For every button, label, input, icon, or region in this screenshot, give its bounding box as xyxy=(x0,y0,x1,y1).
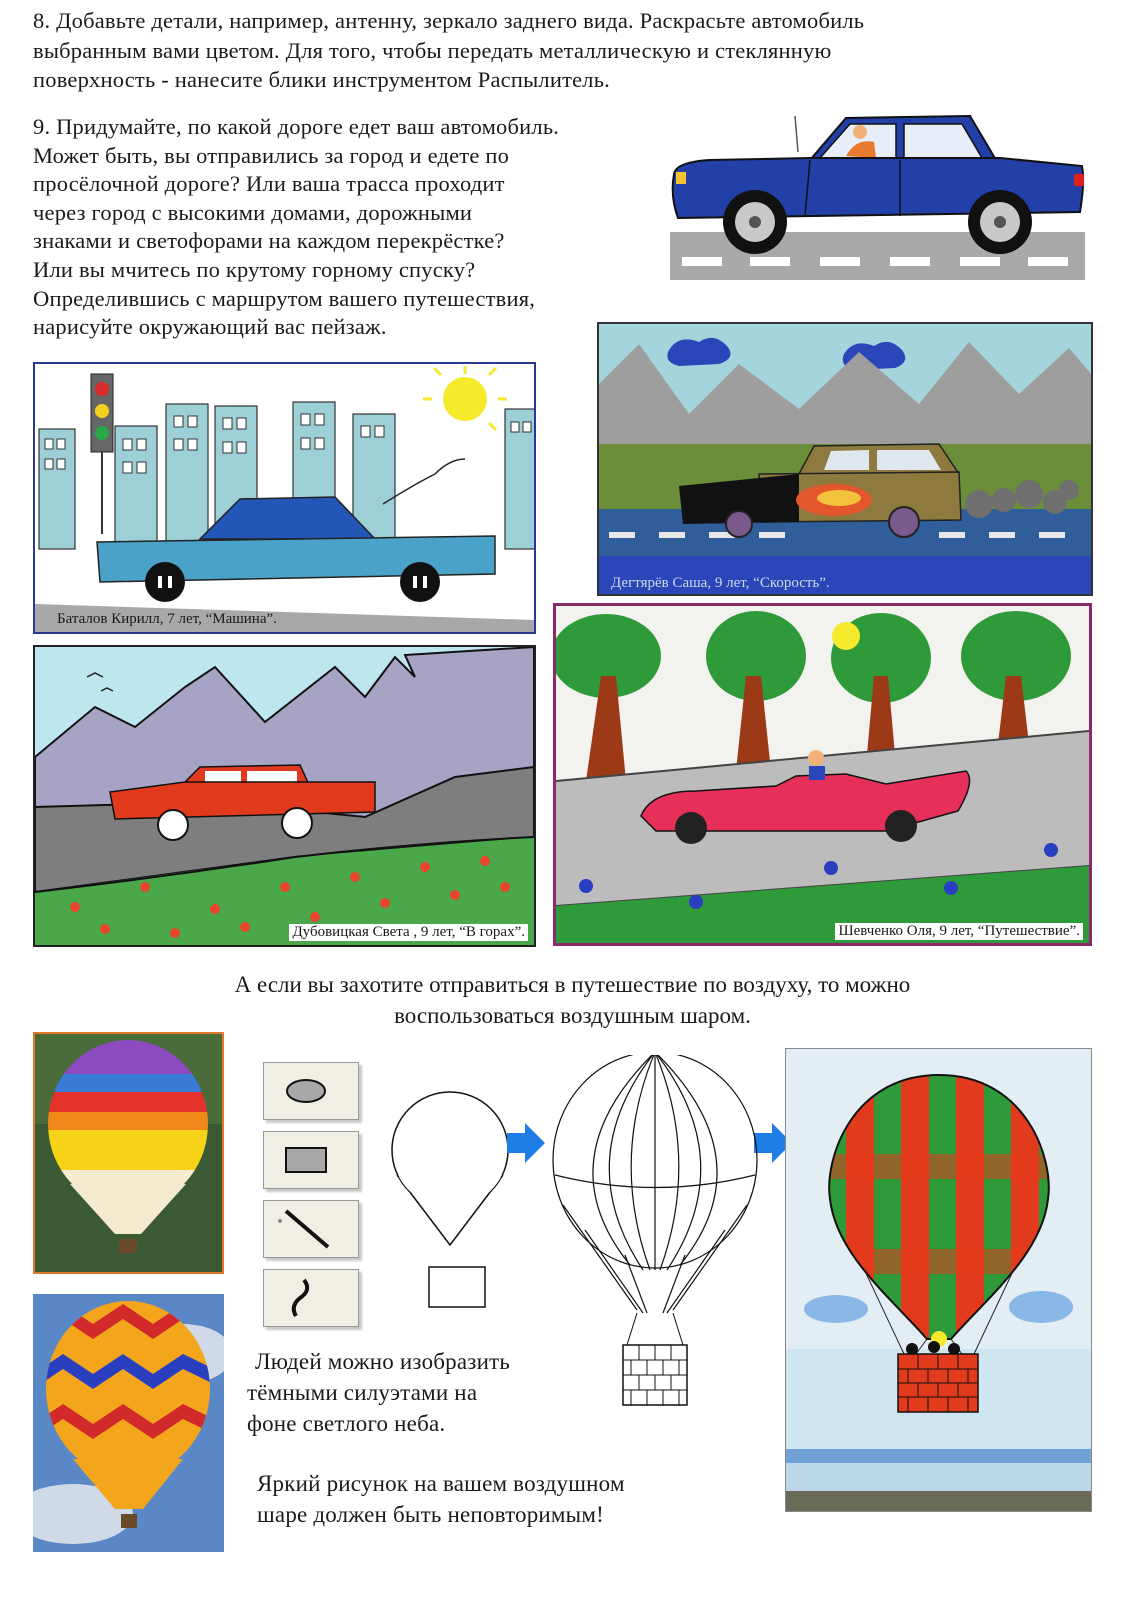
drawing-city xyxy=(33,362,536,634)
step8-text xyxy=(33,6,864,95)
curve-tool-button[interactable] xyxy=(263,1269,359,1327)
unique-tip-line-2: шаре должен быть неповторимым! xyxy=(257,1502,604,1527)
unique-tip xyxy=(257,1468,625,1530)
rectangle-tool-button[interactable] xyxy=(263,1131,359,1189)
people-tip xyxy=(247,1346,510,1439)
step8-line-2: выбранным вами цветом. Для того, чтобы передать металлическую и стеклянную xyxy=(33,37,832,63)
rectangle-tool-icon xyxy=(264,1132,358,1188)
step9-line-4: через город с высокими домами, дорожными xyxy=(33,199,473,225)
air-travel-heading-2: воспользоваться воздушным шаром. xyxy=(394,1003,751,1028)
air-travel-heading-1: А если вы захотите отправиться в путешествие по воздуху, то можно xyxy=(234,972,911,997)
unique-tip-line-1: Яркий рисунок на вашем воздушном xyxy=(257,1471,625,1496)
step9-line-7: Определившись с маршрутом вашего путешествия, xyxy=(33,285,536,311)
line-tool-button[interactable] xyxy=(263,1200,359,1258)
step9-line-5: знаками и светофорами на каждом перекрёстке? xyxy=(33,228,505,254)
caption-speed: Дегтярёв Саша, 9 лет, “Скорость”. xyxy=(611,575,830,591)
caption-city: Баталов Кирилл, 7 лет, “Машина”. xyxy=(57,611,277,627)
step9-line-3: просёлочной дороге? Или ваша трасса проходит xyxy=(33,171,505,197)
step9-line-2: Может быть, вы отправились за город и едете по xyxy=(33,142,510,168)
caption-trip: Шевченко Оля, 9 лет, “Путешествие”. xyxy=(835,923,1083,940)
balloon-photo-2 xyxy=(33,1294,224,1552)
curve-tool-icon xyxy=(264,1270,358,1326)
line-tool-icon xyxy=(264,1201,358,1257)
step9-line-6: Или вы мчитесь по крутому горному спуску? xyxy=(33,256,476,282)
people-tip-line-1: Людей можно изобразить xyxy=(255,1349,511,1374)
ellipse-tool-icon xyxy=(264,1063,358,1119)
people-tip-line-3: фоне светлого неба. xyxy=(247,1411,446,1436)
drawing-trip xyxy=(553,603,1092,946)
balloon-photo-1 xyxy=(33,1032,224,1274)
ellipse-tool-button[interactable] xyxy=(263,1062,359,1120)
step8-line-3: поверхность - нанесите блики инструментом Распылитель. xyxy=(33,67,611,92)
people-tip-line-2: тёмными силуэтами на xyxy=(247,1380,478,1405)
drawing-mountains xyxy=(33,645,536,947)
step9-line-1: 9. Придумайте, по какой дороге едет ваш автомобиль. xyxy=(33,114,560,139)
colored-balloon-drawing xyxy=(785,1048,1092,1512)
blue-car-illustration xyxy=(670,112,1085,280)
step9-text xyxy=(33,113,559,342)
caption-mountains: Дубовицкая Света , 9 лет, “В горах”. xyxy=(289,924,528,941)
drawing-speed xyxy=(597,322,1093,596)
step9-line-8: нарисуйте окружающий вас пейзаж. xyxy=(33,314,387,340)
step8-line-1: 8. Добавьте детали, например, антенну, зеркало заднего вида. Раскрасьте автомобиль xyxy=(33,8,865,33)
